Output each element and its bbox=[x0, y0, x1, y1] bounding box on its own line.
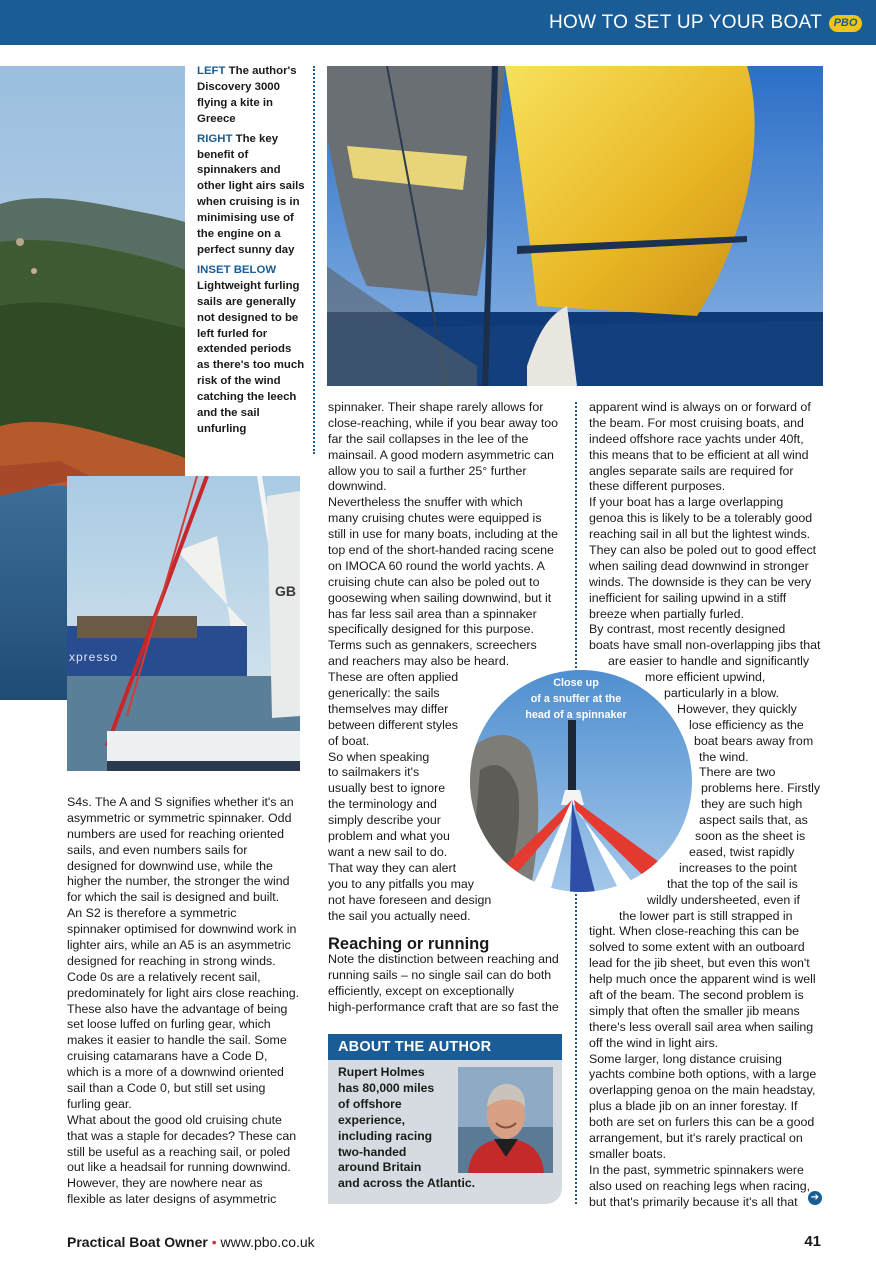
snuffer-caption: Close up of a snuffer at the head of a spinnaker bbox=[525, 677, 627, 721]
article-column-middle: spinnaker. Their shape rarely allows for close-reaching, while if you bear away too far the sail collapses in the lee of the mainsail. A good modern asymmetric can allow you to sail a further 25° further downwind. Nevertheless the snuffer with which many cruising chutes were equipped is still in use for many boats, including at the top end of the short-handed racing scene on IMOCA 60 round the world yachts. A cruising chute can also be poled out to goosewing when sailing downwind, but it has far less sail area than a spinnaker specifically designed for this purpose. Terms such as gennakers, screechers and reachers may also be heard. These are often applied generically: the sails themselves may differ between different styles of boat. So when speaking to sailmakers it's usually best to ignore the terminology and simply describe your problem and what you want a new sail to do. That way they can alert you to any pitfalls you may not have foreseen and design the sail you actually need. bbox=[328, 400, 559, 923]
about-the-author-heading: ABOUT THE AUTHOR bbox=[328, 1034, 562, 1060]
footer-url[interactable]: www.pbo.co.uk bbox=[220, 1234, 315, 1250]
continue-arrow-icon: ➔ bbox=[808, 1191, 822, 1205]
section-title: HOW TO SET UP YOUR BOAT bbox=[549, 12, 822, 33]
article-column-right: apparent wind is always on or forward of the beam. For most cruising boats, and indeed offshore race yachts under 40ft, this means that to be efficient at all wind angles separate sails are required for these different purposes. If your boat has a large overlapping genoa this is likely to be a tolerably good reaching sail in all but the lightest winds. They can also be poled out to good effect when sailing dead downwind in stronger winds. The downside is they can be very inefficient for sailing upwind in a stiff breeze when partially furled. By contrast, most recently designed boats have small non-overlapping jibs that are easier to handle and significantly more efficient upwind, particularly in a blow. However, they quickly lose efficiency as the boat bears away from the wind. There are two problems here. Firstly they are such high aspect sails that, as soon as the sheet is eased, twist rapidly increases to the point that the top of the sail is wildly undersheeted, even if the lower part is still strapped in tight. When close-reaching this can be solved to some extent with an outboard lead for the jib sheet, but even this won't help much once the apparent wind is well aft of the beam. The second problem is simply that often the smaller jib means there's less overall sail area when sailing off the wind in light airs. Some larger, long distance cruising yachts combine both options, with a large overlapping genoa on the main headstay, plus a blade jib on an inner forestay. If both are set on furlers this can be a good arrangement, but it's rarely practical on smaller boats. In the past, symmetric spinnakers were also used on reaching legs when racing, but that's primarily because it's all that bbox=[589, 400, 821, 1209]
caption-right: RIGHT The key benefit of spinnakers and other light airs sails when cruising is in minimising use of the engine on a perfect sunny day bbox=[197, 132, 305, 256]
sail-number-text: GB bbox=[275, 583, 296, 599]
photo-captions bbox=[197, 64, 307, 442]
caption-inset: INSET BELOW Lightweight furling sails are generally not designed to be left furled for extended periods as there's too much risk of the wind catching the leech and the sail unfurling bbox=[197, 263, 305, 435]
article-column-middle-lower: Note the distinction between reaching and running sails – no single sail can do both efficiently, except on exceptionally high-performance craft that are so fast the bbox=[328, 952, 559, 1014]
caption-left: LEFT The author's Discovery 3000 flying a kite in Greece bbox=[197, 65, 297, 125]
furled-sail-illustration bbox=[67, 476, 300, 771]
right-spinnaker-photo bbox=[327, 66, 823, 386]
pbo-logo: PBO bbox=[829, 15, 862, 32]
article-column-left: S4s. The A and S signifies whether it's an asymmetric or symmetric spinnaker. Odd numbers are used for reaching oriented sails, and even numbers sails for designed for downwind use, while the higher the number, the stronger the wind for which the sail is designed and built. An S2 is therefore a symmetric spinnaker optimised for downwind work in lighter airs, while an A5 is an asymmetric designed for reaching in strong winds. Code 0s are a relatively recent sail, predominately for light airs close reaching. These also have the advantage of being set loose luffed on furling gear, which makes it easier to handle the sail. Some cruising catamarans have a Code D, which is a more of a downwind oriented sail than a Code 0, but still set using furling gear. What about the good old cruising chute that was a staple for decades? These can still be useful as a reaching sail, or poled out like a headsail for running downwind. However, they are nowhere near as flexible as later designs of asymmetric bbox=[67, 795, 300, 1207]
caption-divider bbox=[313, 66, 315, 454]
author-portrait-illustration bbox=[458, 1067, 553, 1173]
author-portrait bbox=[458, 1067, 553, 1173]
footer-bullet: • bbox=[211, 1234, 217, 1250]
ship-name-text: xpresso bbox=[69, 650, 119, 664]
spinnaker-illustration bbox=[327, 66, 823, 386]
page-header bbox=[0, 0, 876, 45]
about-the-author-box bbox=[328, 1034, 562, 1204]
footer-masthead: Practical Boat Owner • www.pbo.co.uk bbox=[67, 1234, 315, 1250]
subheading-reaching-or-running: Reaching or running bbox=[328, 935, 490, 953]
inset-furled-sail-photo bbox=[67, 476, 300, 771]
author-bio: Rupert Holmes has 80,000 miles of offshore experience, including racing two-handed around Britain and across the Atlantic. bbox=[338, 1065, 476, 1191]
page-number: 41 bbox=[804, 1233, 821, 1250]
